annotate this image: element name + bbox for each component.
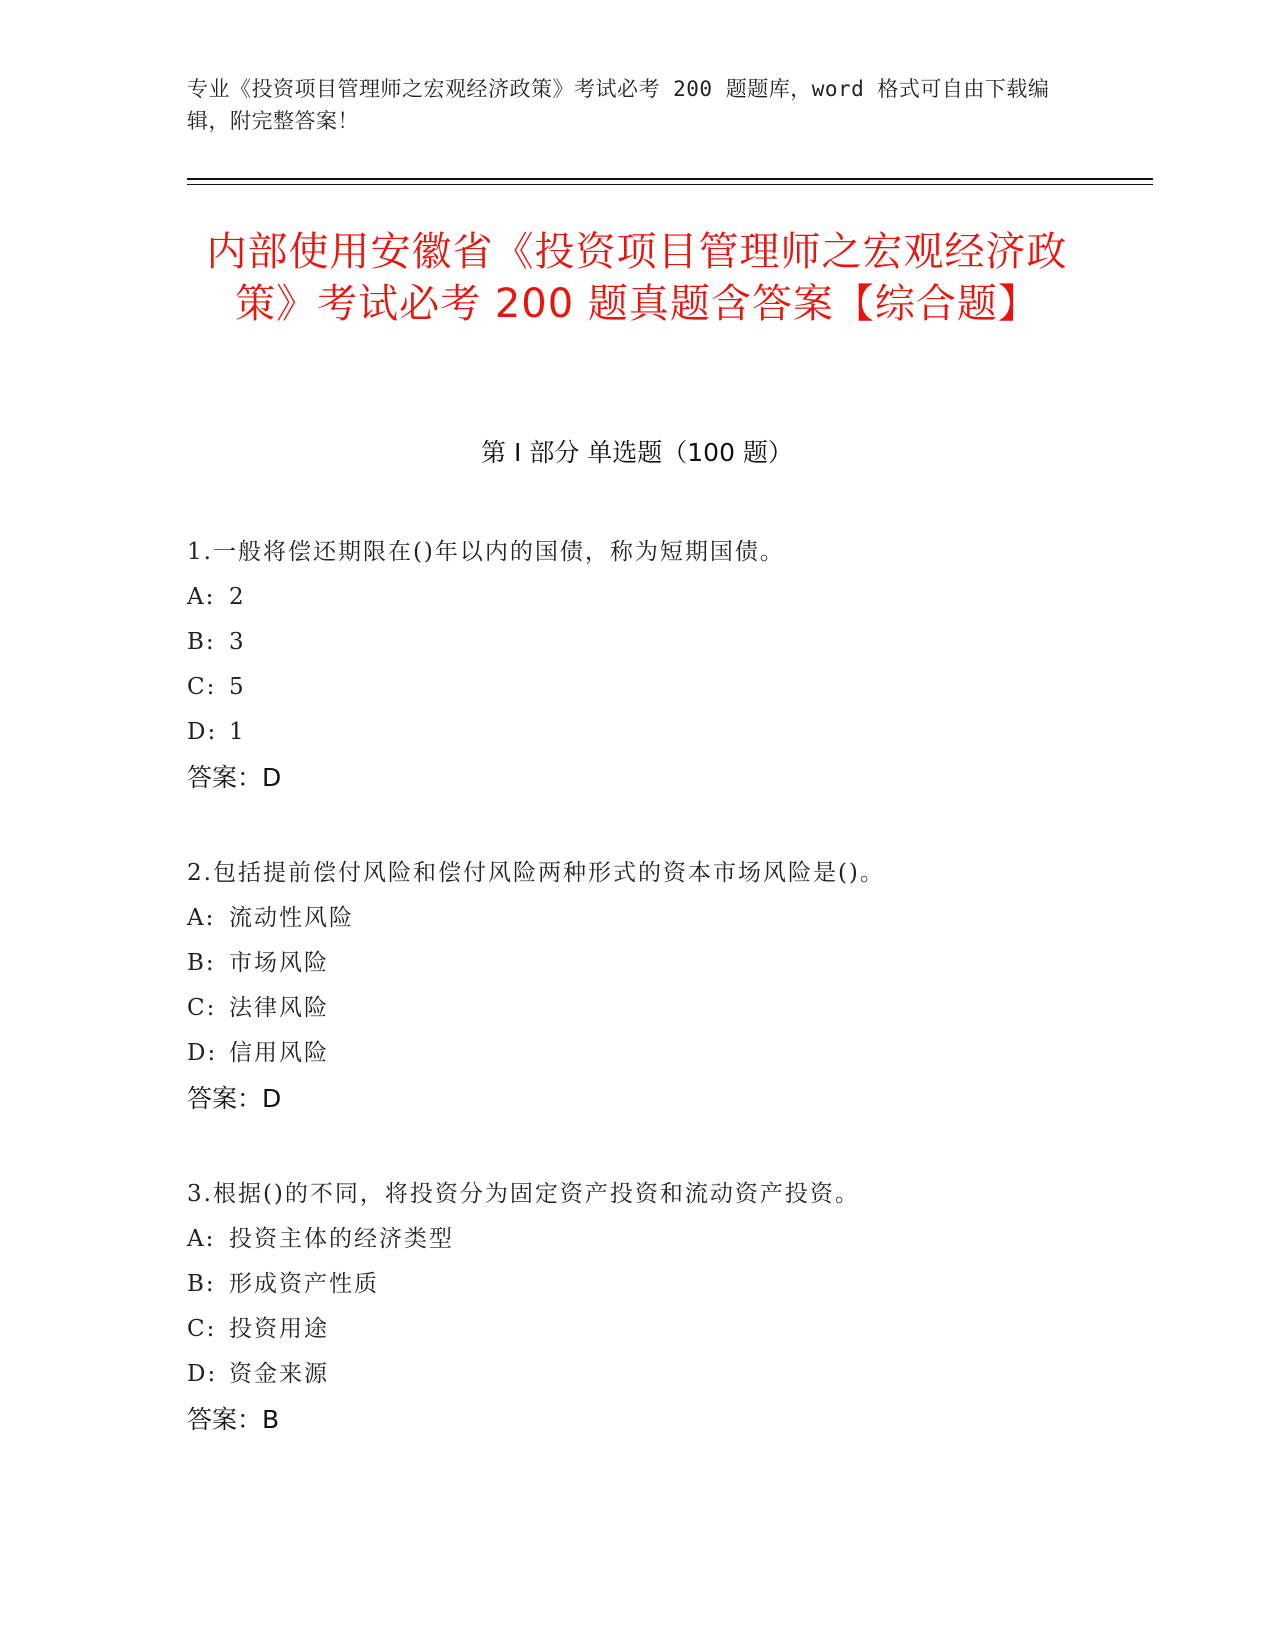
option-d (187, 1352, 1147, 1397)
option-d (187, 1031, 1147, 1076)
question-1 (187, 530, 1147, 800)
option-text: 5 (229, 674, 246, 700)
option-text: 投资主体的经济类型 (229, 1226, 454, 1252)
option-text: 信用风险 (229, 1040, 329, 1066)
option-letter: C: (187, 995, 217, 1021)
section-heading: 第 I 部分 单选题（100 题） (481, 438, 793, 467)
option-a (187, 1217, 1147, 1262)
option-letter: A: (187, 905, 216, 931)
option-letter: D: (187, 1040, 218, 1066)
option-c (187, 1307, 1147, 1352)
option-letter: A: (187, 1226, 216, 1252)
option-letter: B: (187, 950, 216, 976)
answer-line: 答案：B (187, 1405, 280, 1434)
option-letter: B: (187, 1271, 216, 1297)
option-text: 资金来源 (229, 1361, 329, 1387)
option-b (187, 1262, 1147, 1307)
question-stem: 1.一般将偿还期限在()年以内的国债，称为短期国债。 (187, 539, 785, 565)
option-d (187, 710, 1147, 755)
option-a (187, 575, 1147, 620)
option-c (187, 986, 1147, 1031)
option-a (187, 896, 1147, 941)
answer-line: 答案：D (187, 763, 282, 792)
option-text: 2 (229, 584, 246, 610)
question-stem: 2.包括提前偿付风险和偿付风险两种形式的资本市场风险是()。 (187, 860, 885, 886)
question-3 (187, 1172, 1147, 1442)
option-text: 法律风险 (229, 995, 329, 1021)
option-b (187, 941, 1147, 986)
option-text: 3 (229, 629, 246, 655)
option-c (187, 665, 1147, 710)
option-letter: D: (187, 719, 218, 745)
document-title: 内部使用安徽省《投资项目管理师之宏观经济政策》考试必考 200 题真题含答案【综合题】 (206, 229, 1068, 327)
header-divider-thick (187, 178, 1153, 180)
option-text: 市场风险 (229, 950, 329, 976)
option-b (187, 620, 1147, 665)
header-note: 专业《投资项目管理师之宏观经济政策》考试必考 200 题题库，word 格式可自由下载编辑，附完整答案！ (187, 77, 1050, 133)
option-letter: C: (187, 1316, 217, 1342)
option-letter: C: (187, 674, 217, 700)
question-2 (187, 851, 1147, 1121)
option-letter: D: (187, 1361, 218, 1387)
answer-line: 答案：D (187, 1084, 282, 1113)
option-text: 形成资产性质 (229, 1271, 379, 1297)
option-letter: B: (187, 629, 216, 655)
option-text: 流动性风险 (229, 905, 354, 931)
header-divider-thin (187, 184, 1153, 185)
option-text: 1 (229, 719, 246, 745)
option-letter: A: (187, 584, 216, 610)
question-stem: 3.根据()的不同，将投资分为固定资产投资和流动资产投资。 (187, 1181, 860, 1207)
option-text: 投资用途 (229, 1316, 329, 1342)
question-list (187, 530, 1147, 1493)
